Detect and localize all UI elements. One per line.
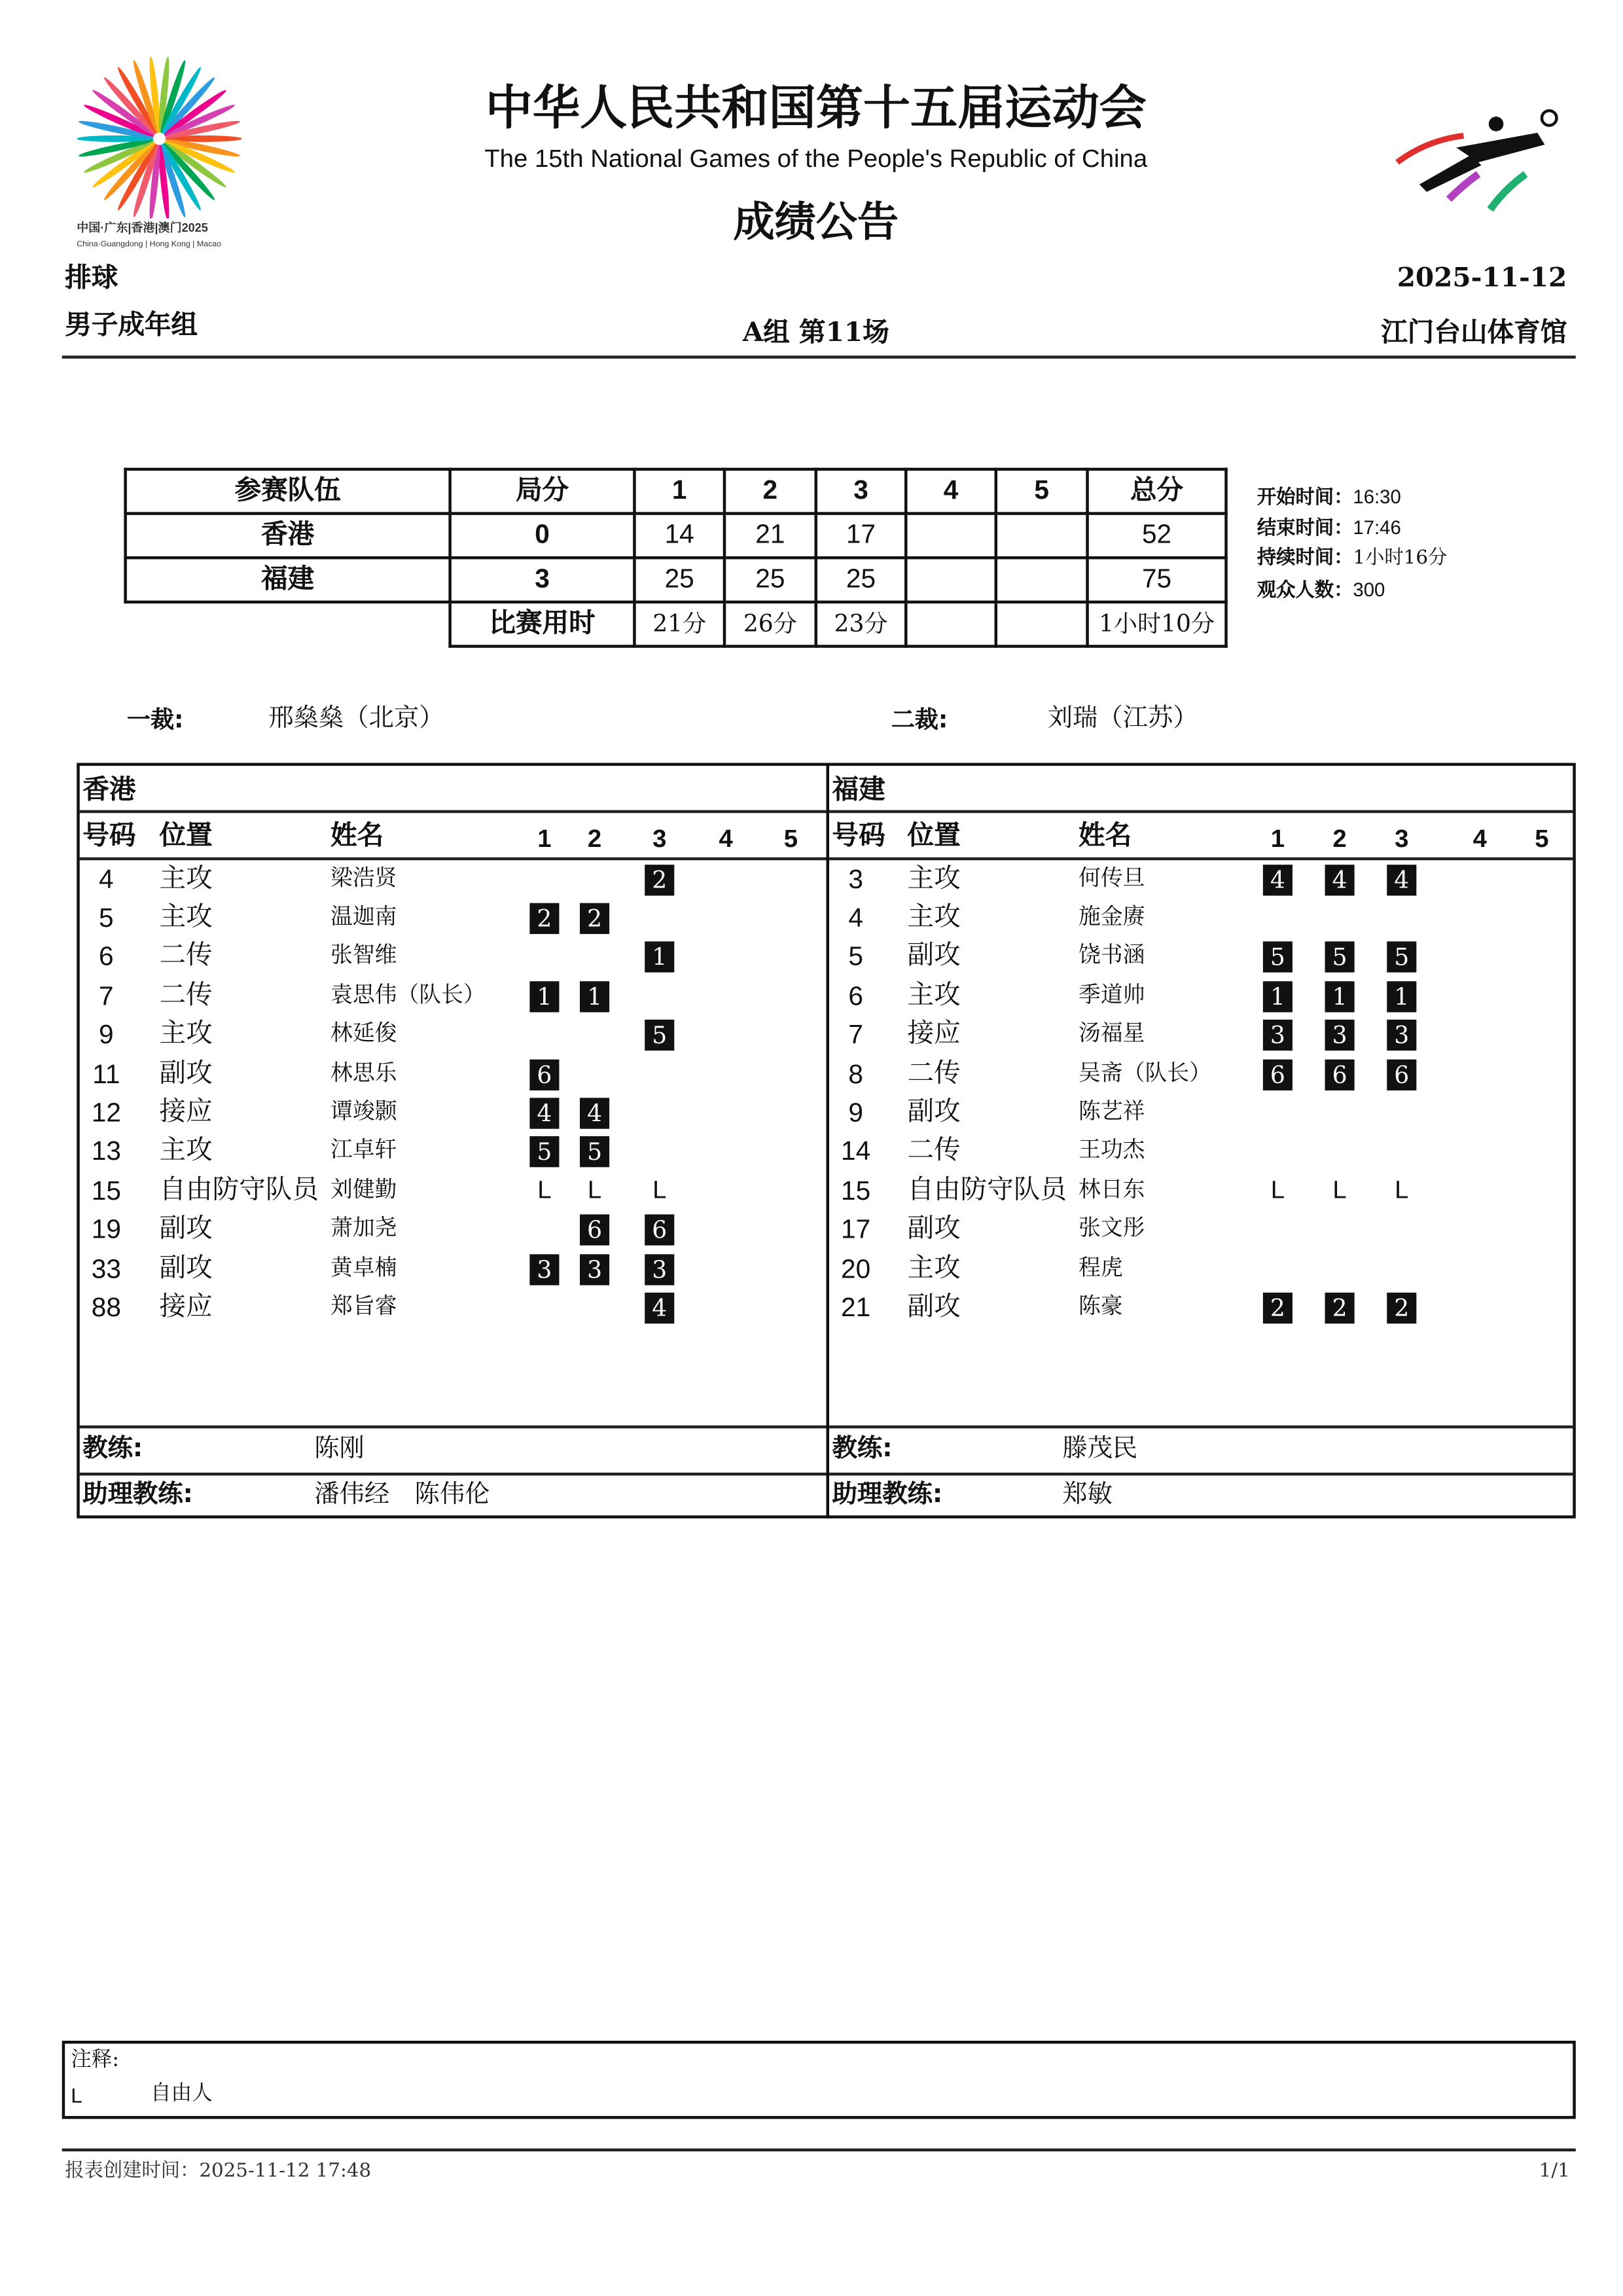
header-name: 姓名 xyxy=(1079,820,1132,852)
player-position: 副攻 xyxy=(159,1253,213,1284)
start-time-label: 开始时间： xyxy=(1257,486,1353,509)
roster-fujian xyxy=(827,763,1576,1518)
starting-rotation-marker: 1 xyxy=(1387,981,1416,1012)
first-referee-label: 一裁: xyxy=(126,705,184,734)
assistant-coach-label: 助理教练: xyxy=(82,1480,193,1510)
starting-rotation-marker: 4 xyxy=(580,1098,609,1128)
starting-rotation-marker: 3 xyxy=(1263,1020,1293,1050)
player-position: 接应 xyxy=(907,1018,961,1049)
header-teams: 参赛队伍 xyxy=(126,469,450,514)
player-position: 副攻 xyxy=(907,1291,961,1323)
player-number: 4 xyxy=(848,903,863,933)
player-position: 副攻 xyxy=(159,1213,213,1244)
set-score xyxy=(996,514,1088,558)
starting-rotation-marker: 2 xyxy=(529,903,559,934)
set-duration xyxy=(996,602,1088,647)
coach-name: 陈刚 xyxy=(314,1434,365,1464)
sets-won: 3 xyxy=(450,558,635,602)
player-number: 13 xyxy=(91,1136,121,1166)
first-referee-name: 邢燊燊（北京） xyxy=(268,704,444,734)
header-set-4: 4 xyxy=(1472,825,1487,853)
end-time-label: 结束时间： xyxy=(1257,518,1353,541)
assistant-coach-names: 郑敏 xyxy=(1062,1480,1113,1510)
header-set-4: 4 xyxy=(719,825,733,853)
set-score: 25 xyxy=(634,558,724,602)
starting-rotation-marker: 2 xyxy=(1325,1293,1355,1323)
player-position: 自由防守队员 xyxy=(159,1174,319,1206)
divider xyxy=(829,810,1573,814)
player-name: 江卓轩 xyxy=(330,1136,397,1163)
player-name: 施金赓 xyxy=(1079,903,1145,930)
player-name: 吴斋（队长） xyxy=(1079,1059,1211,1086)
divider xyxy=(80,810,827,814)
header-divider xyxy=(62,355,1576,359)
set-score: 17 xyxy=(816,514,906,558)
player-position: 二传 xyxy=(907,1134,961,1166)
fan-logo-icon xyxy=(71,53,248,219)
starting-rotation-marker: 1 xyxy=(529,981,559,1012)
player-number: 33 xyxy=(91,1254,121,1284)
set-score: 14 xyxy=(634,514,724,558)
player-name: 王功杰 xyxy=(1079,1136,1145,1163)
title-cn: 中华人民共和国第十五届运动会 xyxy=(485,79,1147,136)
starting-rotation-marker: 1 xyxy=(1263,981,1293,1012)
player-number: 19 xyxy=(91,1214,121,1244)
player-name: 张智维 xyxy=(330,941,397,968)
starting-rotation-marker: 5 xyxy=(1387,941,1416,972)
player-position: 二传 xyxy=(159,979,213,1011)
coach-label: 教练: xyxy=(82,1434,143,1464)
libero-marker: L xyxy=(652,1175,667,1204)
volleyball-pictogram-icon xyxy=(1390,103,1570,214)
starting-rotation-marker: 2 xyxy=(645,865,674,895)
player-name: 郑旨睿 xyxy=(330,1292,397,1319)
spectators xyxy=(1257,579,1385,603)
player-number: 9 xyxy=(848,1098,863,1128)
header-number: 号码 xyxy=(832,820,885,852)
starting-rotation-marker: 4 xyxy=(529,1098,559,1128)
starting-rotation-marker: 2 xyxy=(1387,1293,1416,1323)
player-number: 11 xyxy=(92,1059,120,1089)
notes-key: L xyxy=(71,2083,82,2108)
divider xyxy=(80,1473,827,1476)
duration-label: 比赛用时 xyxy=(450,602,635,647)
player-number: 3 xyxy=(848,865,863,895)
starting-rotation-marker: 2 xyxy=(580,903,609,934)
set-score xyxy=(906,514,996,558)
assistant-coach-names: 潘伟经 陈伟伦 xyxy=(314,1480,490,1510)
duration-label: 持续时间： xyxy=(1257,547,1353,570)
player-number: 7 xyxy=(848,1019,863,1049)
starting-rotation-marker: 1 xyxy=(1325,981,1355,1012)
starting-rotation-marker: 5 xyxy=(529,1136,559,1167)
team-name: 香港 xyxy=(126,514,450,558)
player-name: 刘健勤 xyxy=(330,1175,397,1203)
header-set-1: 1 xyxy=(537,825,552,853)
score-row xyxy=(126,514,1226,558)
player-number: 12 xyxy=(91,1098,121,1128)
player-name: 陈艺祥 xyxy=(1079,1098,1145,1124)
starting-rotation-marker: 6 xyxy=(645,1214,674,1245)
header-position: 位置 xyxy=(159,820,213,852)
start-time-value: 16:30 xyxy=(1353,485,1401,508)
second-referee-label: 二裁: xyxy=(891,705,948,734)
header-total: 总分 xyxy=(1088,469,1226,514)
starting-rotation-marker: 3 xyxy=(645,1254,674,1285)
libero-marker: L xyxy=(1395,1175,1409,1204)
header-number: 号码 xyxy=(82,820,136,852)
header-set-1: 1 xyxy=(1270,825,1285,853)
header-position: 位置 xyxy=(907,820,961,852)
player-number: 88 xyxy=(91,1292,121,1323)
header-sets-won: 局分 xyxy=(450,469,635,514)
match-label: A组 第11场 xyxy=(742,317,889,349)
score-header-row xyxy=(126,469,1226,514)
logo-text-cn: 中国·广东|香港|澳门2025 xyxy=(77,221,208,235)
starting-rotation-marker: 6 xyxy=(1325,1060,1355,1090)
set-duration: 23分 xyxy=(816,602,906,647)
header-set-5: 5 xyxy=(1535,825,1549,853)
player-position: 副攻 xyxy=(159,1058,213,1089)
player-position: 接应 xyxy=(159,1291,213,1323)
player-name: 袁思伟（队长） xyxy=(330,981,486,1008)
starting-rotation-marker: 3 xyxy=(1325,1020,1355,1050)
player-position: 主攻 xyxy=(159,863,213,895)
starting-rotation-marker: 3 xyxy=(1387,1020,1416,1050)
starting-rotation-marker: 5 xyxy=(645,1020,674,1050)
header-set-5: 5 xyxy=(783,825,798,853)
player-position: 主攻 xyxy=(159,1134,213,1166)
page-number: 1/1 xyxy=(1539,2160,1570,2183)
header-set-3: 3 xyxy=(1395,825,1409,853)
player-name: 汤福星 xyxy=(1079,1019,1145,1047)
starting-rotation-marker: 4 xyxy=(1325,865,1355,895)
total-score: 75 xyxy=(1088,558,1226,602)
set-score: 21 xyxy=(724,514,816,558)
spectators-value: 300 xyxy=(1353,578,1385,601)
venue-label: 江门台山体育馆 xyxy=(1381,317,1567,349)
player-position: 二传 xyxy=(907,1058,961,1089)
player-name: 黄卓楠 xyxy=(330,1254,397,1281)
header-set-5: 5 xyxy=(996,469,1088,514)
player-position: 接应 xyxy=(159,1096,213,1128)
starting-rotation-marker: 4 xyxy=(1387,865,1416,895)
player-number: 6 xyxy=(99,941,114,971)
player-position: 二传 xyxy=(159,940,213,971)
header-set-3: 3 xyxy=(652,825,667,853)
player-name: 饶书涵 xyxy=(1079,941,1145,968)
player-name: 林延俊 xyxy=(330,1019,397,1047)
sport-label: 排球 xyxy=(65,262,118,294)
header-set-1: 1 xyxy=(634,469,724,514)
coach-label: 教练: xyxy=(832,1434,893,1464)
starting-rotation-marker: 1 xyxy=(580,981,609,1012)
player-position: 副攻 xyxy=(907,1096,961,1128)
player-name: 季道帅 xyxy=(1079,981,1145,1008)
divider xyxy=(80,857,827,861)
player-position: 主攻 xyxy=(159,1018,213,1049)
total-duration: 1小时10分 xyxy=(1088,602,1226,647)
duration-row xyxy=(126,602,1226,647)
category-label: 男子成年组 xyxy=(65,310,198,341)
assistant-coach-label: 助理教练: xyxy=(832,1480,943,1510)
player-number: 6 xyxy=(848,981,863,1011)
starting-rotation-marker: 5 xyxy=(1263,941,1293,972)
player-number: 8 xyxy=(848,1059,863,1089)
score-table xyxy=(124,468,1227,648)
starting-rotation-marker: 6 xyxy=(1263,1060,1293,1090)
player-position: 主攻 xyxy=(907,863,961,895)
starting-rotation-marker: 6 xyxy=(580,1214,609,1245)
player-name: 梁浩贤 xyxy=(330,865,397,891)
starting-rotation-marker: 4 xyxy=(645,1293,674,1323)
team-title: 香港 xyxy=(82,774,136,806)
player-number: 15 xyxy=(841,1175,871,1206)
player-position: 主攻 xyxy=(907,1253,961,1284)
spectators-label: 观众人数： xyxy=(1257,580,1353,602)
player-number: 15 xyxy=(91,1175,121,1206)
starting-rotation-marker: 5 xyxy=(1325,941,1355,972)
title-en: The 15th National Games of the People's Republic of China xyxy=(484,144,1148,173)
player-name: 程虎 xyxy=(1079,1254,1123,1281)
set-score xyxy=(906,558,996,602)
player-name: 温迦南 xyxy=(330,903,397,930)
libero-marker: L xyxy=(587,1175,602,1204)
divider xyxy=(829,1473,1573,1476)
player-name: 林思乐 xyxy=(330,1059,397,1086)
player-number: 21 xyxy=(841,1292,871,1323)
header-set-3: 3 xyxy=(816,469,906,514)
footer-divider xyxy=(62,2149,1576,2152)
header-name: 姓名 xyxy=(330,820,384,852)
player-position: 副攻 xyxy=(907,1213,961,1244)
set-score: 25 xyxy=(816,558,906,602)
player-name: 陈豪 xyxy=(1079,1292,1123,1319)
end-time-value: 17:46 xyxy=(1353,516,1401,539)
starting-rotation-marker: 3 xyxy=(529,1254,559,1285)
starting-rotation-marker: 3 xyxy=(580,1254,609,1285)
total-score: 52 xyxy=(1088,514,1226,558)
team-name: 福建 xyxy=(126,558,450,602)
player-number: 9 xyxy=(99,1019,114,1049)
player-number: 7 xyxy=(99,981,114,1011)
duration xyxy=(1257,547,1447,570)
set-duration: 26分 xyxy=(724,602,816,647)
set-score xyxy=(996,558,1088,602)
divider xyxy=(80,1426,827,1429)
coach-name: 滕茂民 xyxy=(1062,1434,1138,1464)
starting-rotation-marker: 2 xyxy=(1263,1293,1293,1323)
duration-value: 1小时16分 xyxy=(1353,547,1448,570)
sets-won: 0 xyxy=(450,514,635,558)
starting-rotation-marker: 6 xyxy=(1387,1060,1416,1090)
end-time xyxy=(1257,516,1401,541)
header-set-2: 2 xyxy=(724,469,816,514)
libero-marker: L xyxy=(537,1175,552,1204)
starting-rotation-marker: 4 xyxy=(1263,865,1293,895)
set-duration: 21分 xyxy=(634,602,724,647)
doc-title: 成绩公告 xyxy=(733,198,899,247)
set-score: 25 xyxy=(724,558,816,602)
divider xyxy=(829,1426,1573,1429)
set-duration xyxy=(906,602,996,647)
libero-marker: L xyxy=(1270,1175,1285,1204)
header-set-4: 4 xyxy=(906,469,996,514)
player-number: 20 xyxy=(841,1254,871,1284)
player-name: 张文彤 xyxy=(1079,1214,1145,1242)
player-position: 自由防守队员 xyxy=(907,1174,1067,1206)
games-logo xyxy=(71,53,248,258)
header-set-2: 2 xyxy=(587,825,602,853)
player-position: 主攻 xyxy=(907,979,961,1011)
logo-text-en: China·Guangdong | Hong Kong | Macao xyxy=(77,240,222,250)
divider xyxy=(829,857,1573,861)
player-name: 林日东 xyxy=(1079,1175,1145,1203)
starting-rotation-marker: 5 xyxy=(580,1136,609,1167)
roster-hong-kong xyxy=(77,763,829,1518)
player-number: 4 xyxy=(99,865,114,895)
starting-rotation-marker: 6 xyxy=(529,1060,559,1090)
libero-marker: L xyxy=(1332,1175,1347,1204)
notes-box xyxy=(62,2041,1576,2119)
notes-label: 注释: xyxy=(71,2048,119,2072)
player-position: 主攻 xyxy=(907,901,961,933)
second-referee-name: 刘瑞（江苏） xyxy=(1047,704,1198,734)
player-number: 5 xyxy=(848,941,863,971)
score-row xyxy=(126,558,1226,602)
match-date: 2025-11-12 xyxy=(1397,262,1567,294)
team-title: 福建 xyxy=(832,774,885,806)
report-created: 报表创建时间：2025-11-12 17:48 xyxy=(65,2160,372,2183)
player-name: 何传旦 xyxy=(1079,865,1145,891)
header-set-2: 2 xyxy=(1332,825,1347,853)
start-time xyxy=(1257,486,1401,510)
starting-rotation-marker: 1 xyxy=(645,941,674,972)
player-number: 5 xyxy=(99,903,114,933)
notes-meaning: 自由人 xyxy=(150,2082,213,2106)
player-number: 14 xyxy=(841,1136,871,1166)
player-number: 17 xyxy=(841,1214,871,1244)
player-position: 主攻 xyxy=(159,901,213,933)
player-position: 副攻 xyxy=(907,940,961,971)
player-name: 谭竣颢 xyxy=(330,1098,397,1124)
player-name: 萧加尧 xyxy=(330,1214,397,1242)
